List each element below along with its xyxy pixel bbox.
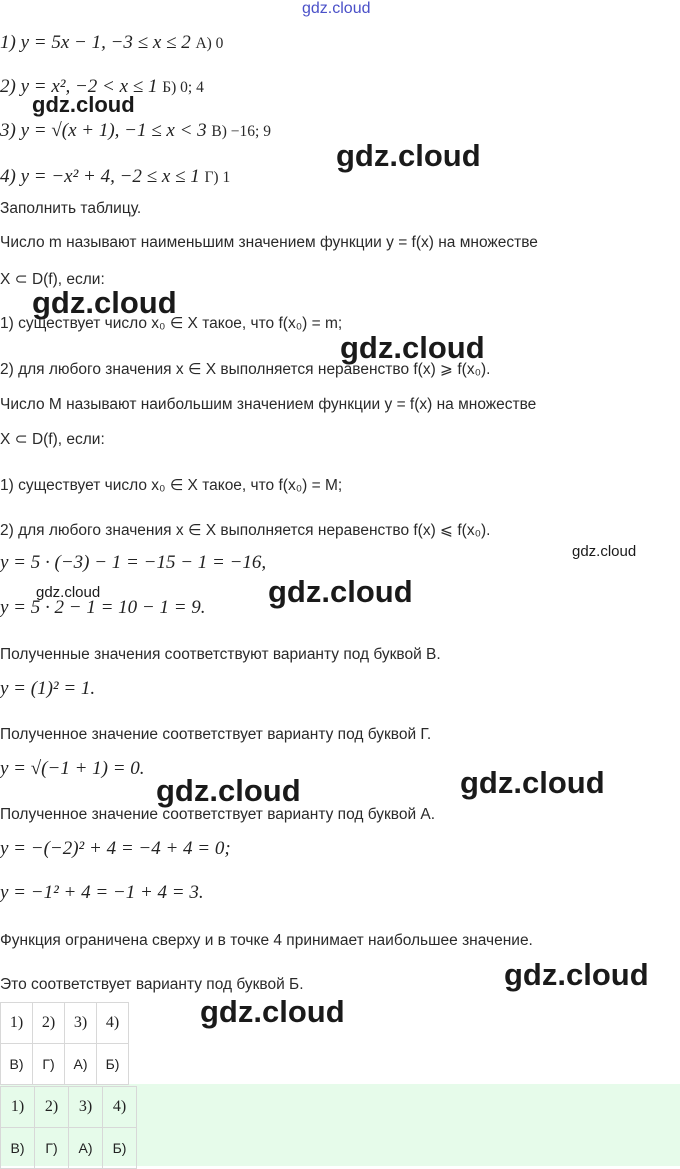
- min-def-cond2: 2) для любого значения x ∈ X выполняется неравенство f(x) ⩾ f(x₀).: [0, 361, 491, 378]
- table-row-numbers: [1, 1087, 137, 1128]
- min-def-cond1: 1) существует число x₀ ∈ X такое, что f(x₀) = m;: [0, 315, 343, 332]
- watermark: gdz.cloud: [340, 330, 485, 365]
- equation-1: y = 5 · (−3) − 1 = −15 − 1 = −16,: [0, 552, 267, 573]
- table-cell: А): [65, 1044, 97, 1085]
- watermark: gdz.cloud: [32, 285, 177, 320]
- table-cell: 2): [35, 1087, 69, 1128]
- equation-5: y = −(−2)² + 4 = −4 + 4 = 0;: [0, 838, 231, 859]
- result-2: Полученное значение соответствует варианту под буквой Г.: [0, 726, 432, 743]
- watermark: gdz.cloud: [200, 994, 345, 1029]
- watermark: gdz.cloud: [268, 574, 413, 609]
- min-def-line1: Число m называют наименьшим значением функции y = f(x) на множестве: [0, 234, 538, 251]
- watermark: gdz.cloud: [336, 138, 481, 173]
- final-answer-table: [0, 1086, 137, 1169]
- function-4: 4) y = −x² + 4, −2 ≤ x ≤ 1 Г) 1: [0, 166, 231, 187]
- table-cell: Б): [97, 1044, 129, 1085]
- watermark: gdz.cloud: [156, 773, 301, 808]
- max-def-cond2: 2) для любого значения x ∈ X выполняется неравенство f(x) ⩽ f(x₀).: [0, 522, 491, 539]
- equation-6: y = −1² + 4 = −1 + 4 = 3.: [0, 882, 204, 903]
- function-2: 2) y = x², −2 < x ≤ 1 Б) 0; 4: [0, 76, 204, 97]
- table-cell: Г): [35, 1128, 69, 1169]
- function-3: 3) y = √(x + 1), −1 ≤ x < 3 В) −16; 9: [0, 120, 271, 141]
- equation-4: y = √(−1 + 1) = 0.: [0, 758, 145, 779]
- watermark: gdz.cloud: [572, 543, 637, 560]
- max-def-cond1: 1) существует число x₀ ∈ X такое, что f(x₀) = M;: [0, 477, 343, 494]
- table-row-letters: [1, 1044, 129, 1085]
- equation-2: y = 5 · 2 − 1 = 10 − 1 = 9.: [0, 597, 206, 618]
- result-3: Полученное значение соответствует варианту под буквой А.: [0, 806, 436, 823]
- table-cell: 1): [1, 1003, 33, 1044]
- min-def-line2: X ⊂ D(f), если:: [0, 271, 105, 288]
- table-cell: 4): [103, 1087, 137, 1128]
- table-cell: 3): [69, 1087, 103, 1128]
- instruction: Заполнить таблицу.: [0, 200, 142, 217]
- table-row-numbers: [1, 1003, 129, 1044]
- result-1: Полученные значения соответствуют варианту под буквой В.: [0, 646, 441, 663]
- table-cell: 2): [33, 1003, 65, 1044]
- watermark: gdz.cloud: [504, 957, 649, 992]
- watermark: gdz.cloud: [460, 765, 605, 800]
- watermark-top: gdz.cloud: [302, 0, 371, 17]
- table-cell: В): [1, 1128, 35, 1169]
- function-1: 1) y = 5x − 1, −3 ≤ x ≤ 2 А) 0: [0, 32, 224, 53]
- result-5: Это соответствует варианту под буквой Б.: [0, 976, 304, 993]
- table-row-letters: [1, 1128, 137, 1169]
- answer-table: [0, 1002, 129, 1085]
- max-def-line1: Число M называют наибольшим значением функции y = f(x) на множестве: [0, 396, 537, 413]
- table-cell: Б): [103, 1128, 137, 1169]
- table-cell: Г): [33, 1044, 65, 1085]
- max-def-line2: X ⊂ D(f), если:: [0, 431, 105, 448]
- table-cell: 4): [97, 1003, 129, 1044]
- table-cell: 1): [1, 1087, 35, 1128]
- result-4: Функция ограничена сверху и в точке 4 принимает наибольшее значение.: [0, 932, 533, 949]
- table-cell: А): [69, 1128, 103, 1169]
- table-cell: В): [1, 1044, 33, 1085]
- equation-3: y = (1)² = 1.: [0, 678, 96, 699]
- watermark: gdz.cloud: [36, 584, 101, 601]
- watermark: gdz.cloud: [32, 92, 135, 117]
- table-cell: 3): [65, 1003, 97, 1044]
